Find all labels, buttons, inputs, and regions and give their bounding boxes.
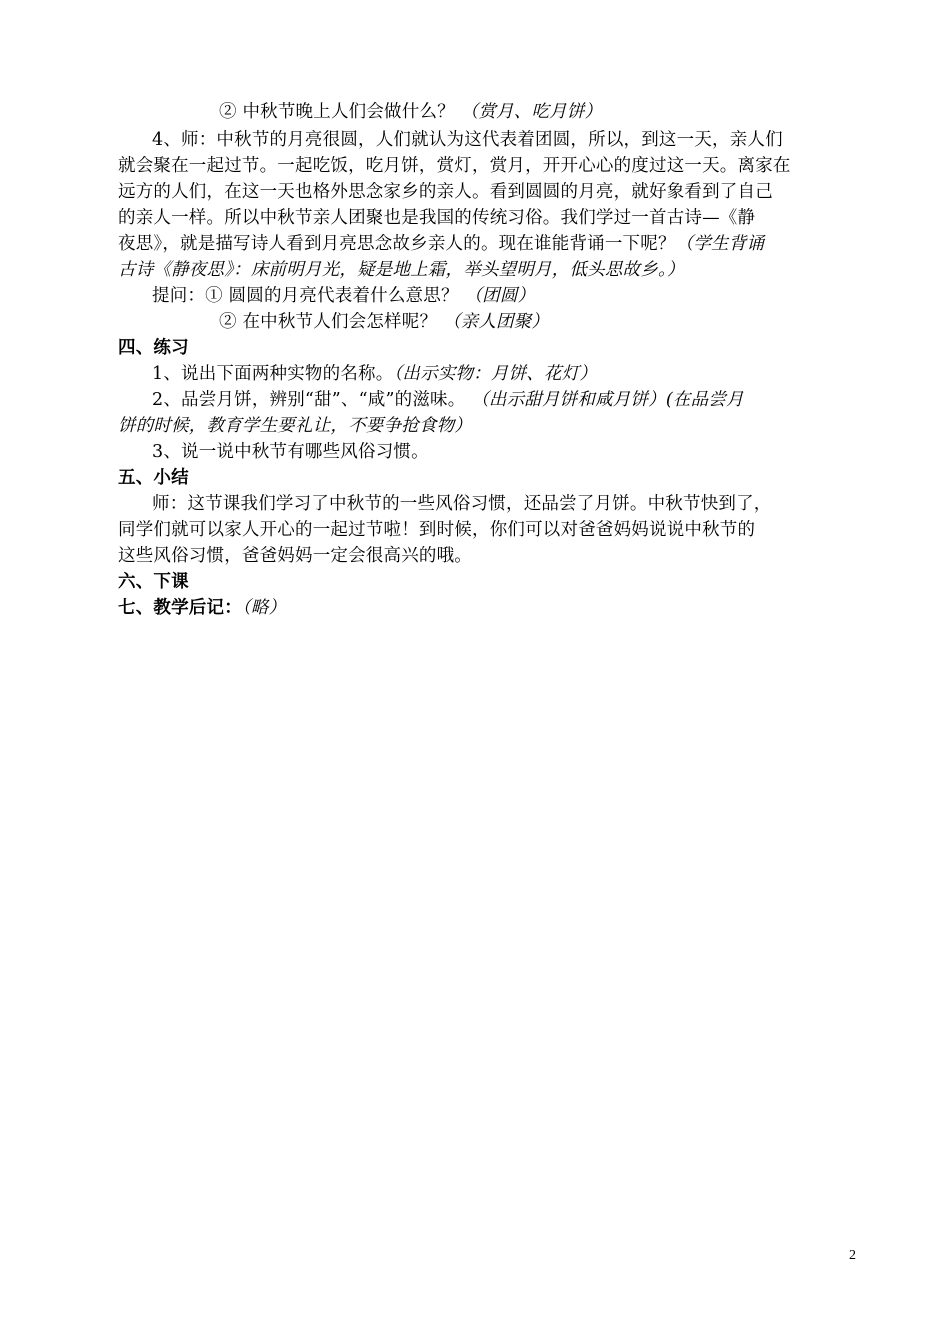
section-heading-line xyxy=(118,595,860,621)
answer-note: （学生背诵 xyxy=(675,234,765,254)
exercise-line xyxy=(152,387,860,413)
paragraph-line: 同学们就可以家人开心的一起过节啦！到时候，你们可以对爸爸妈妈说说中秋节的 xyxy=(118,520,756,540)
paragraph-line: 4、师：中秋节的月亮很圆，人们就认为这代表着团圆，所以，到这一天，亲人们 xyxy=(152,130,783,150)
exercise-line: 3、说一说中秋节有哪些风俗习惯。 xyxy=(152,442,429,462)
answer-note: （赏月、吃月饼） xyxy=(460,102,603,122)
answer-note-line: 饼的时候，教育学生要礼让，不要争抢食物） xyxy=(118,416,472,436)
question-line xyxy=(219,309,860,335)
question-text: ② 在中秋节人们会怎样呢？ xyxy=(219,312,438,332)
answer-note: （出示甜月饼和咸月饼）(在品尝月 xyxy=(471,390,744,410)
paragraph-line xyxy=(118,231,860,257)
answer-note: （略） xyxy=(241,598,287,618)
paragraph-text: 夜思》，就是描写诗人看到月亮思念故乡亲人的。现在谁能背诵一下呢？ xyxy=(118,234,676,254)
question-line xyxy=(152,283,860,309)
answer-note: （团圆） xyxy=(464,286,536,306)
paragraph-line: 师：这节课我们学习了中秋节的一些风俗习惯，还品尝了月饼。中秋节快到了， xyxy=(152,494,772,514)
question-line xyxy=(219,99,860,125)
page-number: 2 xyxy=(849,1248,856,1263)
paragraph-line: 的亲人一样。所以中秋节亲人团聚也是我国的传统习俗。我们学过一首古诗—《静 xyxy=(118,208,756,228)
section-heading: 六、下课 xyxy=(118,572,189,592)
answer-note: （出示实物：月饼、花灯） xyxy=(393,364,598,384)
question-text: ② 中秋节晚上人们会做什么？ xyxy=(219,102,455,122)
answer-note: （亲人团聚） xyxy=(442,312,550,332)
section-heading: 四、练习 xyxy=(118,338,189,358)
answer-note-line: 古诗《静夜思》：床前明月光，疑是地上霜，举头望明月，低头思故乡。） xyxy=(118,260,685,280)
section-heading: 五、小结 xyxy=(118,468,189,488)
question-text: 提问：① 圆圆的月亮代表着什么意思？ xyxy=(152,286,459,306)
paragraph-line: 这些风俗习惯，爸爸妈妈一定会很高兴的哦。 xyxy=(118,546,472,566)
exercise-text: 1、说出下面两种实物的名称。 xyxy=(152,364,394,384)
section-heading: 七、教学后记： xyxy=(118,598,242,618)
exercise-line xyxy=(152,361,860,387)
paragraph-line: 就会聚在一起过节。一起吃饭，吃月饼，赏灯，赏月，开开心心的度过这一天。离家在 xyxy=(118,156,791,176)
paragraph-line: 远方的人们，在这一天也格外思念家乡的亲人。看到圆圆的月亮，就好象看到了自己 xyxy=(118,182,773,202)
exercise-text: 2、品尝月饼，辨别“甜”、“咸”的滋味。 xyxy=(152,390,466,410)
